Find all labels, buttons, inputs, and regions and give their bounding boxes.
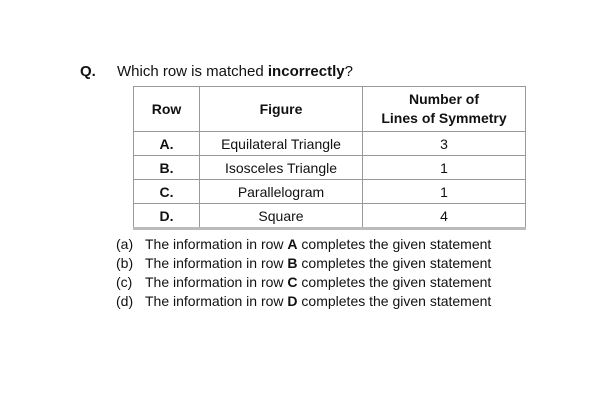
table-row — [134, 180, 526, 204]
table-row — [134, 156, 526, 180]
row-id: B. — [134, 156, 200, 180]
row-figure: Equilateral Triangle — [200, 132, 363, 156]
question — [80, 62, 353, 82]
row-id: C. — [134, 180, 200, 204]
question-text-emphasis: incorrectly — [267, 63, 345, 80]
row-lines: 4 — [363, 204, 526, 229]
question-label: Q. — [80, 63, 96, 80]
row-id: A. — [134, 132, 200, 156]
symmetry-table — [133, 86, 526, 230]
row-figure: Parallelogram — [200, 180, 363, 204]
option-b[interactable] — [116, 254, 491, 273]
option-text-end: completes the given statement — [297, 236, 492, 252]
option-text-end: completes the given statement — [297, 255, 492, 271]
header-lines-of-symmetry — [363, 87, 526, 132]
option-row-ref: B — [287, 255, 298, 271]
table-header-row — [134, 87, 526, 132]
table-row — [134, 204, 526, 229]
option-d[interactable] — [116, 292, 491, 311]
option-text-end: completes the given statement — [297, 274, 492, 290]
option-a[interactable] — [116, 235, 491, 254]
option-row-ref: D — [287, 293, 298, 309]
header-lines-line2: Lines of Symmetry — [381, 110, 507, 126]
option-letter: (d) — [116, 293, 134, 309]
option-letter: (c) — [116, 274, 133, 290]
option-text: The information in row — [145, 255, 288, 271]
header-row: Row — [134, 87, 200, 132]
header-lines-line1: Number of — [409, 91, 479, 107]
option-c[interactable] — [116, 273, 491, 292]
row-figure: Isosceles Triangle — [200, 156, 363, 180]
question-text-end: ? — [344, 63, 353, 80]
option-letter: (b) — [116, 255, 134, 271]
option-text: The information in row — [145, 236, 288, 252]
option-row-ref: C — [287, 274, 298, 290]
question-text-start: Which row is matched — [117, 63, 268, 80]
option-text: The information in row — [145, 293, 288, 309]
option-letter: (a) — [116, 236, 134, 252]
option-text-end: completes the given statement — [297, 293, 492, 309]
row-lines: 1 — [363, 156, 526, 180]
row-lines: 1 — [363, 180, 526, 204]
answer-options — [116, 235, 491, 311]
table-row — [134, 132, 526, 156]
option-row-ref: A — [287, 236, 298, 252]
row-id: D. — [134, 204, 200, 229]
header-figure: Figure — [200, 87, 363, 132]
row-figure: Square — [200, 204, 363, 229]
option-text: The information in row — [145, 274, 288, 290]
row-lines: 3 — [363, 132, 526, 156]
